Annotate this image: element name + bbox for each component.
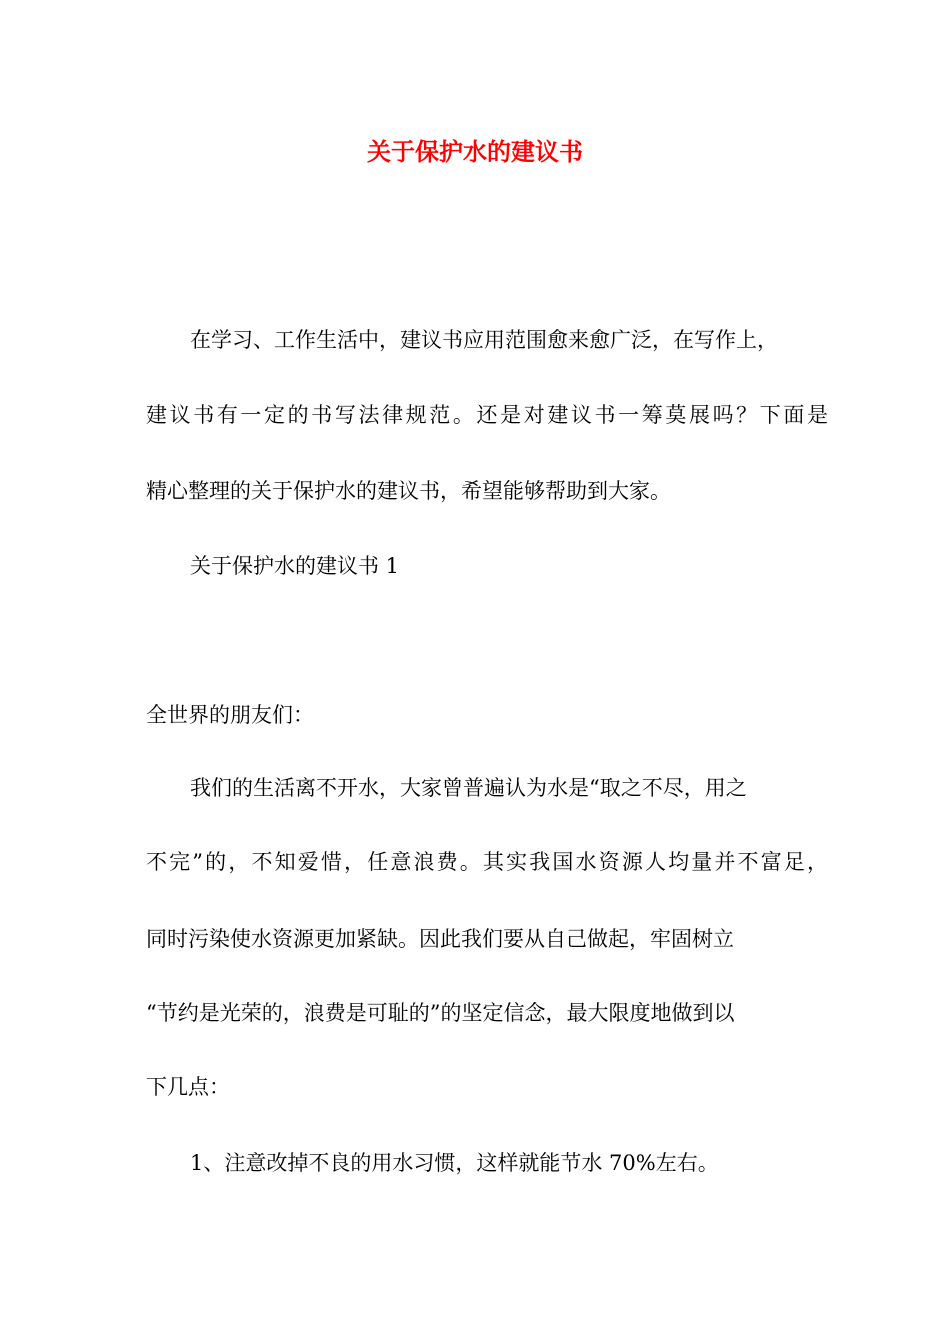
paragraph-line: 我们的生活离不开水，大家曾普遍认为水是“取之不尽，用之 <box>190 776 747 800</box>
paragraph-line: 同时污染使水资源更加紧缺。因此我们要从自己做起，牢固树立 <box>146 927 734 951</box>
paragraph-line: 下几点： <box>146 1075 230 1099</box>
paragraph-line: “节约是光荣的，浪费是可耻的”的坚定信念，最大限度地做到以 <box>146 1001 735 1025</box>
paragraph-line: 建议书有一定的书写法律规范。还是对建议书一筹莫展吗？下面是 <box>146 403 828 427</box>
paragraph-line: 不完”的，不知爱惜，任意浪费。其实我国水资源人均量并不富足， <box>146 850 828 874</box>
paragraph-line: 精心整理的关于保护水的建议书，希望能够帮助到大家。 <box>146 479 671 503</box>
salutation: 全世界的朋友们： <box>146 703 314 727</box>
list-item: 1、注意改掉不良的用水习惯，这样就能节水 70%左右。 <box>190 1151 719 1175</box>
paragraph-line: 在学习、工作生活中，建议书应用范围愈来愈广泛，在写作上， <box>190 328 778 352</box>
section-heading: 关于保护水的建议书 1 <box>190 554 400 578</box>
document-title: 关于保护水的建议书 <box>367 137 583 166</box>
